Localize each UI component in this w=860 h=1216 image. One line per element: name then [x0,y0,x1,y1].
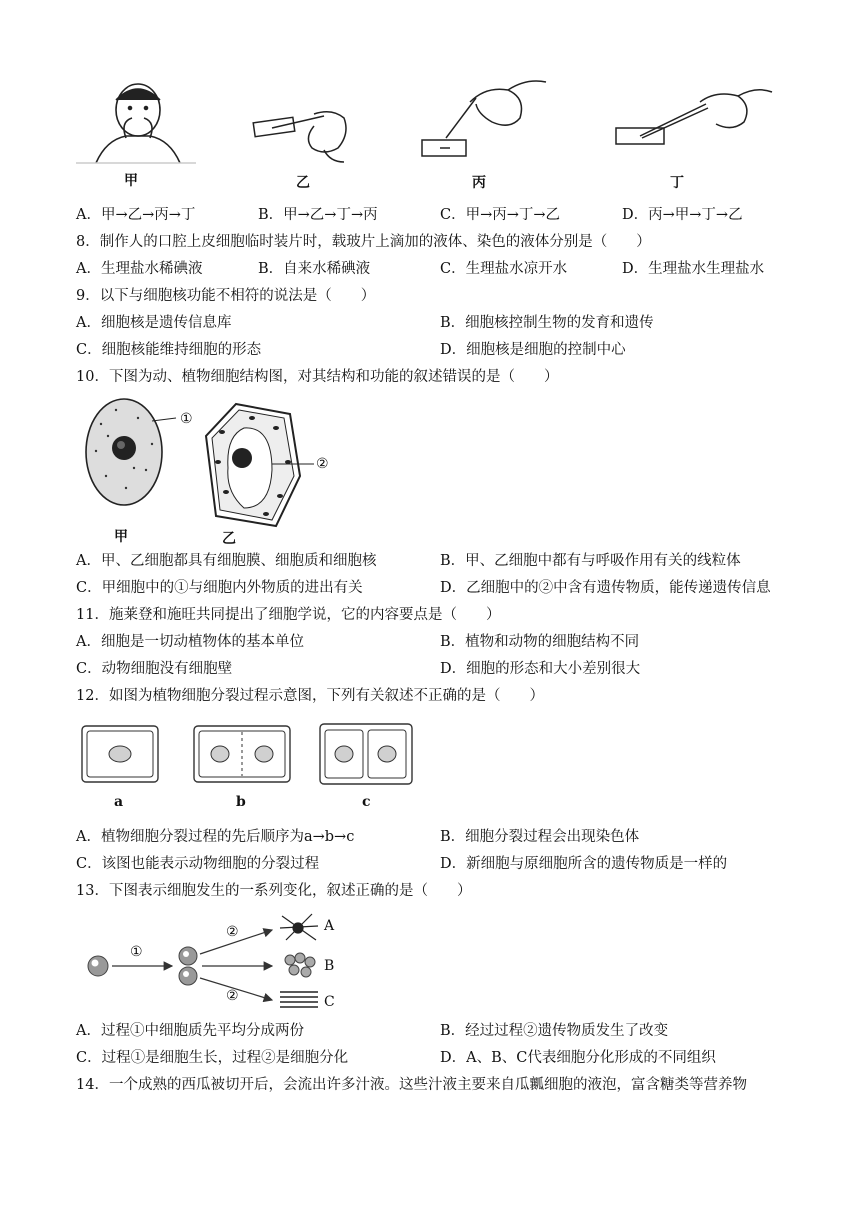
q11-option-b[interactable]: B．植物和动物的细胞结构不同 [440,634,640,650]
label-circle-1: ① [180,411,193,427]
label-c: c [362,794,371,810]
q10-figure [76,396,366,546]
q11-stem: 11．施莱登和施旺共同提出了细胞学说，它的内容要点是（ ） [76,607,501,623]
q9-option-b[interactable]: B．细胞核控制生物的发育和遗传 [440,315,654,331]
step-yi-drawing [253,112,346,162]
label-a: a [114,794,124,810]
q10-option-c[interactable]: C．甲细胞中的①与细胞内外物质的进出有关 [76,580,363,596]
q7-figure [76,78,786,196]
q12-option-d[interactable]: D．新细胞与原细胞所含的遗传物质是一样的 [440,856,728,872]
division-stage-a [82,726,158,782]
step-bing-drawing [422,81,546,156]
q7-option-c[interactable]: C．甲→丙→丁→乙 [440,207,561,223]
animal-cell-jia [86,399,176,505]
plant-cell-yi [206,404,314,526]
q7-option-a[interactable]: A．甲→乙→丙→丁 [76,207,196,223]
label-circle-2: ② [316,456,329,472]
q8-option-d[interactable]: D．生理盐水生理盐水 [622,261,765,277]
caption-bing: 丙 [472,175,486,191]
label-tissue-a: A [324,918,335,934]
q8-stem: 8．制作人的口腔上皮细胞临时装片时，载玻片上滴加的液体、染色的液体分别是（ ） [76,234,651,250]
q13-stem: 13．下图表示细胞发生的一系列变化，叙述正确的是（ ） [76,883,472,899]
q12-option-a[interactable]: A．植物细胞分裂过程的先后顺序为a→b→c [76,829,355,845]
q7-option-d[interactable]: D．丙→甲→丁→乙 [622,207,743,223]
q13-option-b[interactable]: B．经过过程②遗传物质发生了改变 [440,1023,669,1039]
q11-option-a[interactable]: A．细胞是一切动植物体的基本单位 [76,634,304,650]
q14-stem: 14．一个成熟的西瓜被切开后，会流出许多汁液。这些汁液主要来自瓜瓤细胞的液泡，富含糖类等营养物 [76,1077,747,1093]
division-stage-c [320,724,412,784]
q13-option-c[interactable]: C．过程①是细胞生长，过程②是细胞分化 [76,1050,349,1066]
q12-stem: 12．如图为植物细胞分裂过程示意图，下列有关叙述不正确的是（ ） [76,688,544,704]
q10-stem: 10．下图为动、植物细胞结构图，对其结构和功能的叙述错误的是（ ） [76,369,559,385]
q11-option-d[interactable]: D．细胞的形态和大小差别很大 [440,661,641,677]
q9-option-c[interactable]: C．细胞核能维持细胞的形态 [76,342,262,358]
q9-stem: 9．以下与细胞核功能不相符的说法是（ ） [76,288,376,304]
q8-option-a[interactable]: A．生理盐水稀碘液 [76,261,203,277]
division-stage-b [194,726,290,782]
q8-option-b[interactable]: B．自来水稀碘液 [258,261,371,277]
label-yi: 乙 [222,531,236,547]
q12-figure [76,722,416,822]
q13-option-a[interactable]: A．过程①中细胞质先平均分成两份 [76,1023,304,1039]
q9-option-d[interactable]: D．细胞核是细胞的控制中心 [440,342,626,358]
q10-option-b[interactable]: B．甲、乙细胞中都有与呼吸作用有关的线粒体 [440,553,741,569]
cell-change-diagram [76,910,346,1014]
q12-option-b[interactable]: B．细胞分裂过程会出现染色体 [440,829,640,845]
q12-option-c[interactable]: C．该图也能表示动物细胞的分裂过程 [76,856,320,872]
label-b: b [236,794,246,810]
q11-option-c[interactable]: C．动物细胞没有细胞壁 [76,661,233,677]
q10-option-d[interactable]: D．乙细胞中的②中含有遗传物质，能传递遗传信息 [440,580,771,596]
caption-ding: 丁 [670,175,684,191]
step-ding-drawing [616,90,772,144]
q7-option-b[interactable]: B．甲→乙→丁→丙 [258,207,378,223]
q13-option-d[interactable]: D．A、B、C代表细胞分化形成的不同组织 [440,1050,716,1066]
q13-figure [76,910,346,1014]
label-process-1: ① [130,944,143,960]
label-process-2-top: ② [226,924,239,940]
label-process-2-bottom: ② [226,988,239,1004]
q9-option-a[interactable]: A．细胞核是遗传信息库 [76,315,232,331]
q10-option-a[interactable]: A．甲、乙细胞都具有细胞膜、细胞质和细胞核 [76,553,377,569]
label-tissue-c: C [324,994,335,1010]
q8-option-c[interactable]: C．生理盐水凉开水 [440,261,568,277]
caption-yi: 乙 [296,175,310,191]
label-tissue-b: B [324,958,335,974]
step-jia-drawing [76,84,196,163]
caption-jia: 甲 [124,173,138,189]
label-jia: 甲 [114,529,128,545]
